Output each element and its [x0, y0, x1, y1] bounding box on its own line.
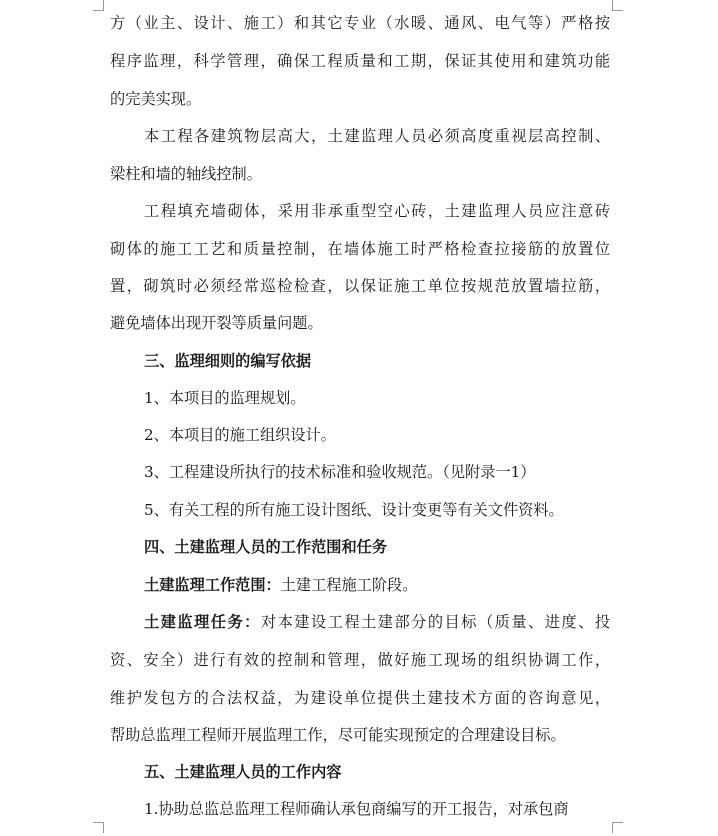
scope-line — [144, 575, 610, 595]
scope-label: 土建监理工作范围： — [144, 576, 281, 594]
paragraph-line: 置，砌筑时必须经常巡检检查，以保证施工单位按规范放置墙拉筋， — [110, 277, 610, 295]
paragraph-line: 维护发包方的合法权益，为建设单位提供土建技术方面的咨询意见， — [110, 689, 610, 707]
paragraph-line: 工程填充墙砌体，采用非承重型空心砖，土建监理人员应注意砖 — [144, 202, 610, 220]
paragraph-line: 方（业主、设计、施工）和其它专业（水暖、通风、电气等）严格按 — [110, 14, 610, 32]
paragraph-line: 资、安全）进行有效的控制和管理，做好施工现场的组织协调工作， — [110, 651, 610, 669]
margin-corner-mark — [93, 822, 104, 833]
list-item: 2、本项目的施工组织设计。 — [144, 426, 336, 444]
list-item: 5、有关工程的所有施工设计图纸、设计变更等有关文件资料。 — [144, 501, 564, 519]
paragraph-line: 程序监理，科学管理，确保工程质量和工期，保证其使用和建筑功能 — [110, 52, 610, 70]
section-heading: 五、土建监理人员的工作内容 — [144, 763, 342, 781]
scope-text: 土建工程施工阶段。 — [280, 576, 418, 594]
margin-corner-mark — [612, 822, 623, 833]
paragraph-line: 避免墙体出现开裂等质量问题。 — [110, 314, 323, 332]
paragraph-line: 砌体的施工工艺和质量控制，在墙体施工时严格检查拉接筋的放置位 — [110, 240, 610, 258]
section-heading: 四、土建监理人员的工作范围和任务 — [144, 538, 387, 556]
task-text: 对本建设工程土建部分的目标（质量、进度、投 — [260, 613, 611, 631]
paragraph-line: 的完美实现。 — [110, 90, 202, 108]
paragraph-line: 帮助总监理工程师开展监理工作，尽可能实现预定的合理建设目标。 — [110, 726, 566, 744]
list-item: 1、本项目的监理规划。 — [144, 389, 306, 407]
task-label: 土建监理任务： — [144, 613, 261, 631]
paragraph-line: 梁柱和墙的轴线控制。 — [110, 165, 262, 183]
margin-corner-mark — [93, 0, 104, 11]
paragraph-line: 本工程各建筑物层高大，土建监理人员必须高度重视层高控制、 — [144, 127, 610, 145]
list-item: 3、工程建设所执行的技术标准和验收规范。（见附录一1） — [144, 463, 536, 481]
task-line — [144, 612, 610, 632]
list-item: 1.协助总监总监理工程师确认承包商编写的开工报告，对承包商 — [144, 800, 569, 818]
section-heading: 三、监理细则的编写依据 — [144, 352, 312, 370]
margin-corner-mark — [612, 0, 623, 11]
